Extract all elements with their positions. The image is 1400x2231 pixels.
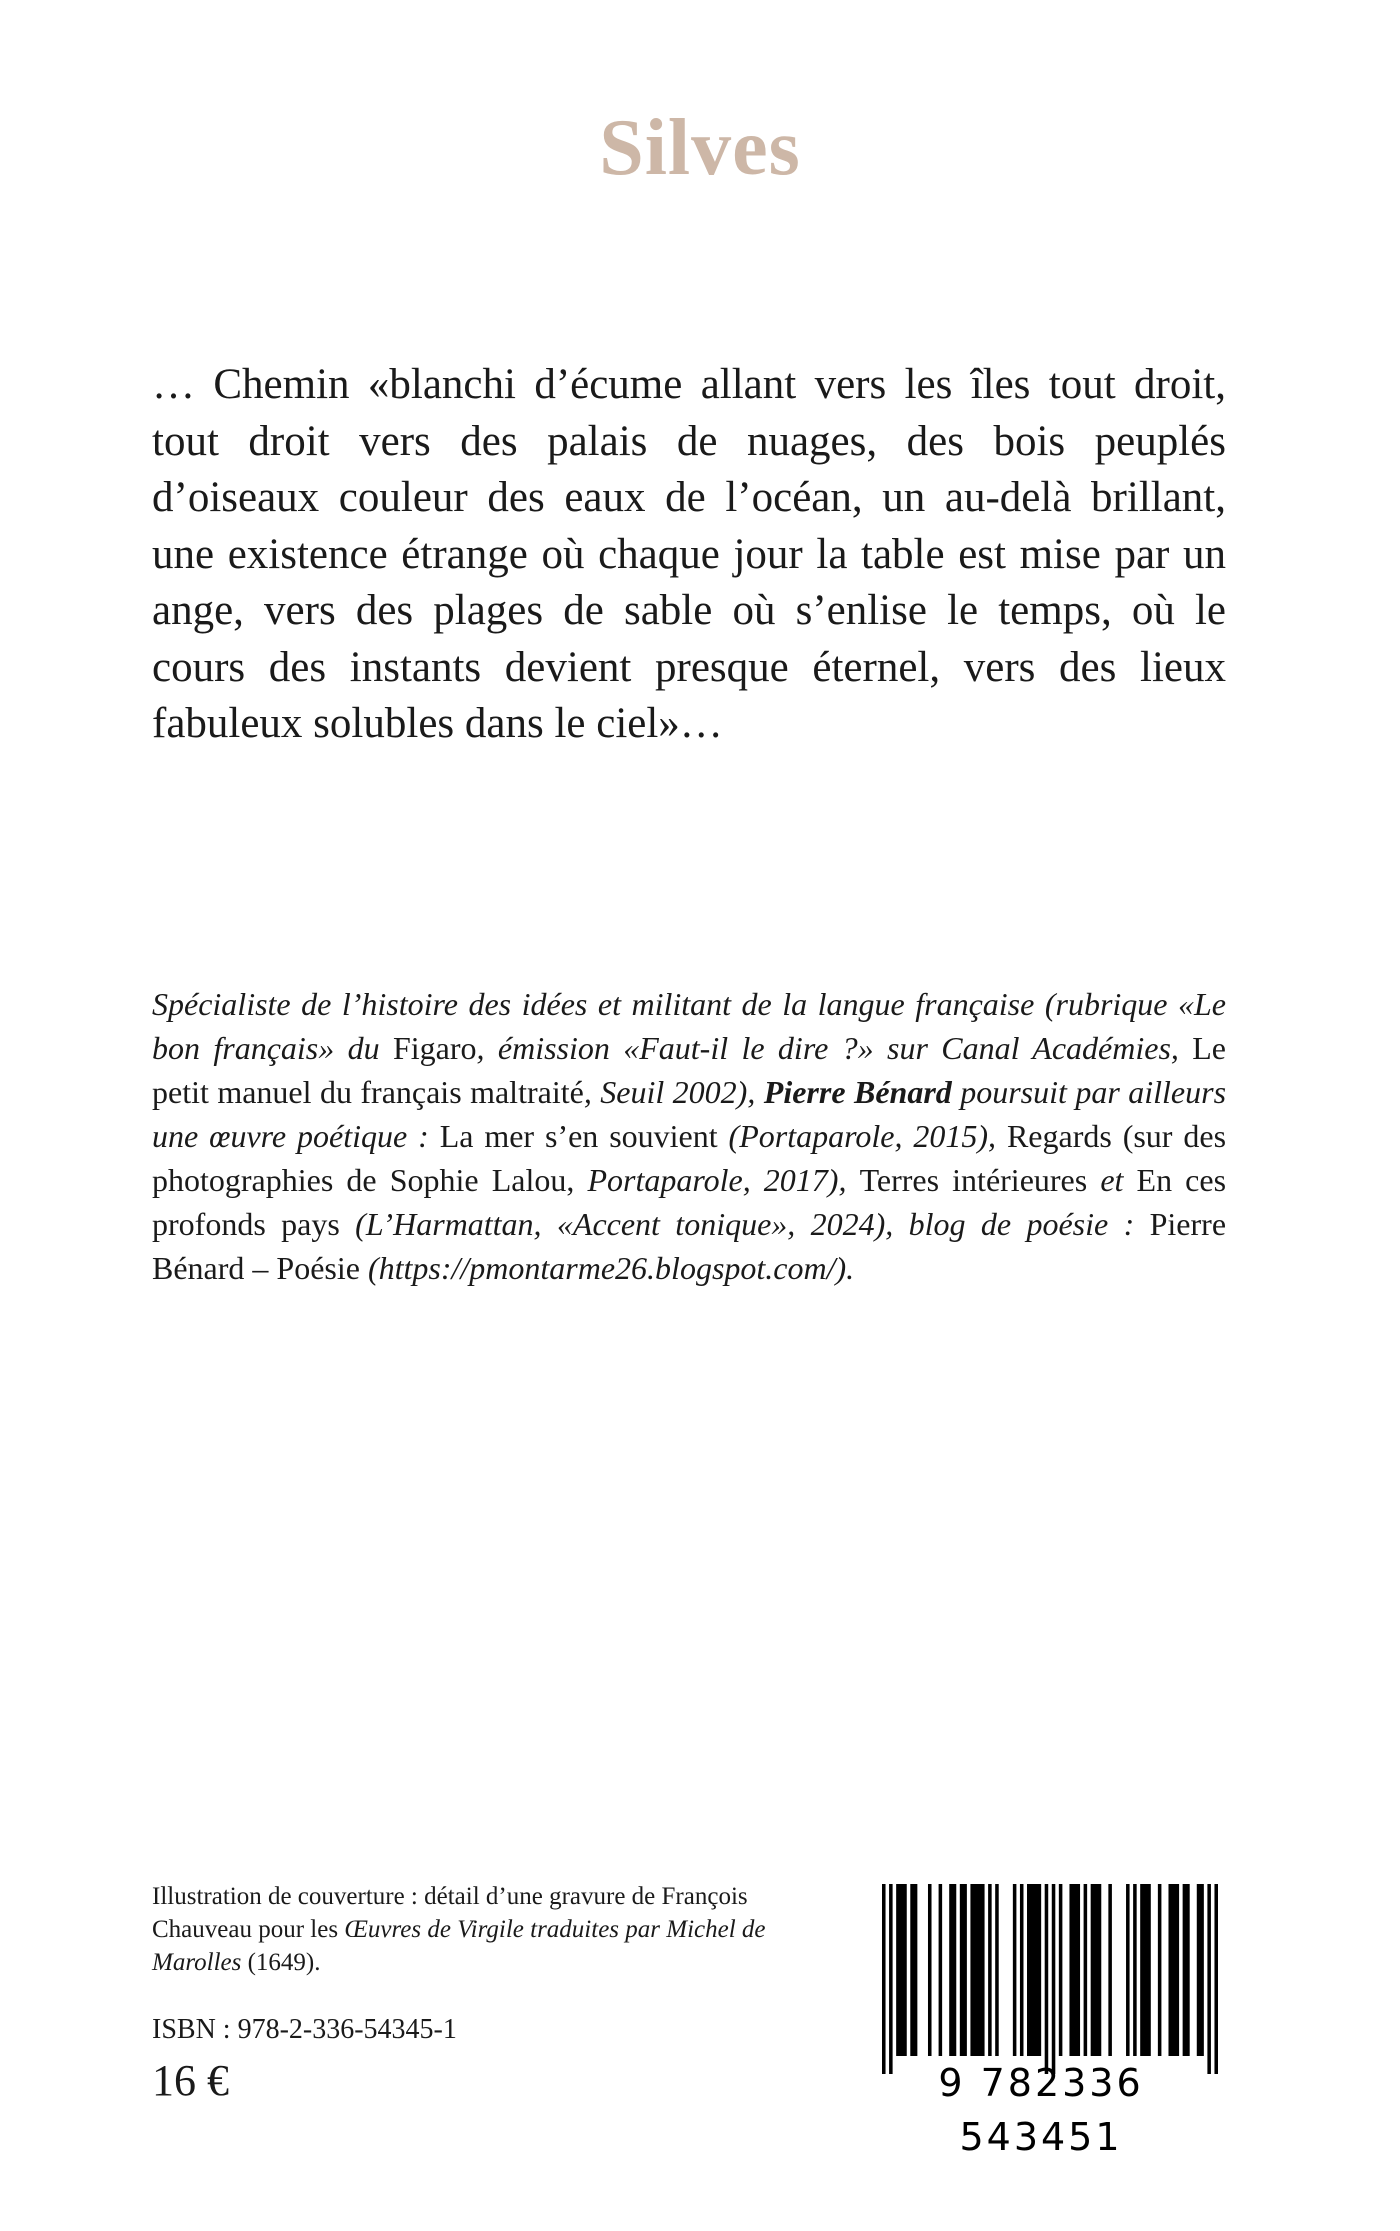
credit-text: Illustration de couverture : détail d’une gravure de François Chauveau pour les [152,1883,748,1943]
barcode-guard-bar [1045,1884,1049,2074]
barcode-bar [1091,1884,1102,2056]
price: 16 € [152,2056,229,2105]
barcode-bar [970,1884,984,2056]
bio-seg-2: Figaro [392,1030,477,1066]
barcode-bar [995,1884,999,2056]
barcode-guard-bar [1052,1884,1056,2074]
barcode-bar [928,1884,932,2056]
author-biography [152,982,1226,1290]
barcode-bar [960,1884,967,2056]
barcode-bar [910,1884,917,2056]
barcode-bar [1133,1884,1137,2056]
bio-seg-1: Spécialiste de l’histoire des idées et militant de la langue française (rubrique «Le bon français» du [152,986,1226,1066]
bio-seg-17: Pierre Bénard – Poésie [152,1206,1227,1286]
barcode-guard-bar [1207,1884,1211,2074]
bio-seg-13: Terres intérieures [859,1162,1088,1198]
barcode-digits: 9 782336 543451 [938,2061,1144,2159]
ean-barcode [858,1884,1224,2159]
barcode-bar [1059,1884,1063,2056]
bio-seg-9: (Portaparole, 2015), [717,1118,1007,1154]
barcode-bar [1126,1884,1130,2056]
bio-seg-8: La mer s’en souvient [439,1118,718,1154]
bio-seg-14: et [1087,1162,1137,1198]
barcode-guard-bar [889,1884,893,2074]
isbn-number: ISBN : 978-2-336-54345-1 [152,2014,457,2045]
barcode-bar [1013,1884,1017,2056]
barcode-bar [1027,1884,1041,2056]
barcode-bars [858,1884,1224,2074]
barcode-bar [988,1884,992,2056]
barcode-bar [1140,1884,1151,2056]
book-title: Silves [599,104,801,192]
bio-seg-12: Portaparole, 2017), [587,1162,860,1198]
bio-seg-5: , Seuil 2002), [583,1074,764,1110]
back-cover-blurb: … Chemin «blanchi d’écume allant vers les îles tout droit, tout droit vers des palais de nuages, des bois peuplés d’oiseaux couleur des eaux de l’océan, un au-delà brillant, une existence étrange où chaque jour la table est mise par un ange, vers des plages de sable où s’enlise le temps, où le cours des instants devient presque éternel, vers des lieux fabuleux solubles dans le ciel»… [152,361,1226,747]
bio-seg-16: (L’Harmattan, «Accent tonique», 2024), blog de poésie : [339,1206,1150,1242]
barcode-bar [896,1884,907,2056]
bio-seg-10: Regards [1006,1118,1112,1154]
credit-year: (1649). [241,1949,321,1976]
barcode-bar [1084,1884,1088,2056]
barcode-bar [1158,1884,1162,2056]
bio-seg-3: , émission «Faut-il le dire ?» sur Canal Académies, [476,1030,1193,1066]
barcode-bar [1069,1884,1080,2056]
barcode-bar [1197,1884,1204,2056]
barcode-bar [1108,1884,1112,2056]
bio-seg-11: (sur des photographies de Sophie Lalou, [152,1118,1227,1198]
bio-seg-4: Le petit manuel du français maltraité [152,1030,1226,1110]
bio-seg-7: poursuit par ailleurs une œuvre poétique : [152,1074,1227,1154]
barcode-guard-bar [1214,1884,1218,2074]
barcode-bar [1020,1884,1024,2056]
barcode-bar [1183,1884,1190,2056]
cover-illustration-credit [152,1880,792,1979]
barcode-bar [949,1884,956,2056]
credit-work-title: Œuvres de Virgile traduites par Michel de Marolles [152,1916,766,1976]
barcode-bar [939,1884,943,2056]
author-name: Pierre Bénard [763,1074,952,1110]
bio-seg-18: (https://pmontarme26.blogspot.com/). [359,1250,855,1286]
barcode-guard-bar [882,1884,886,2074]
bio-seg-15: En ces profonds pays [152,1162,1227,1242]
barcode-bar [1168,1884,1179,2056]
